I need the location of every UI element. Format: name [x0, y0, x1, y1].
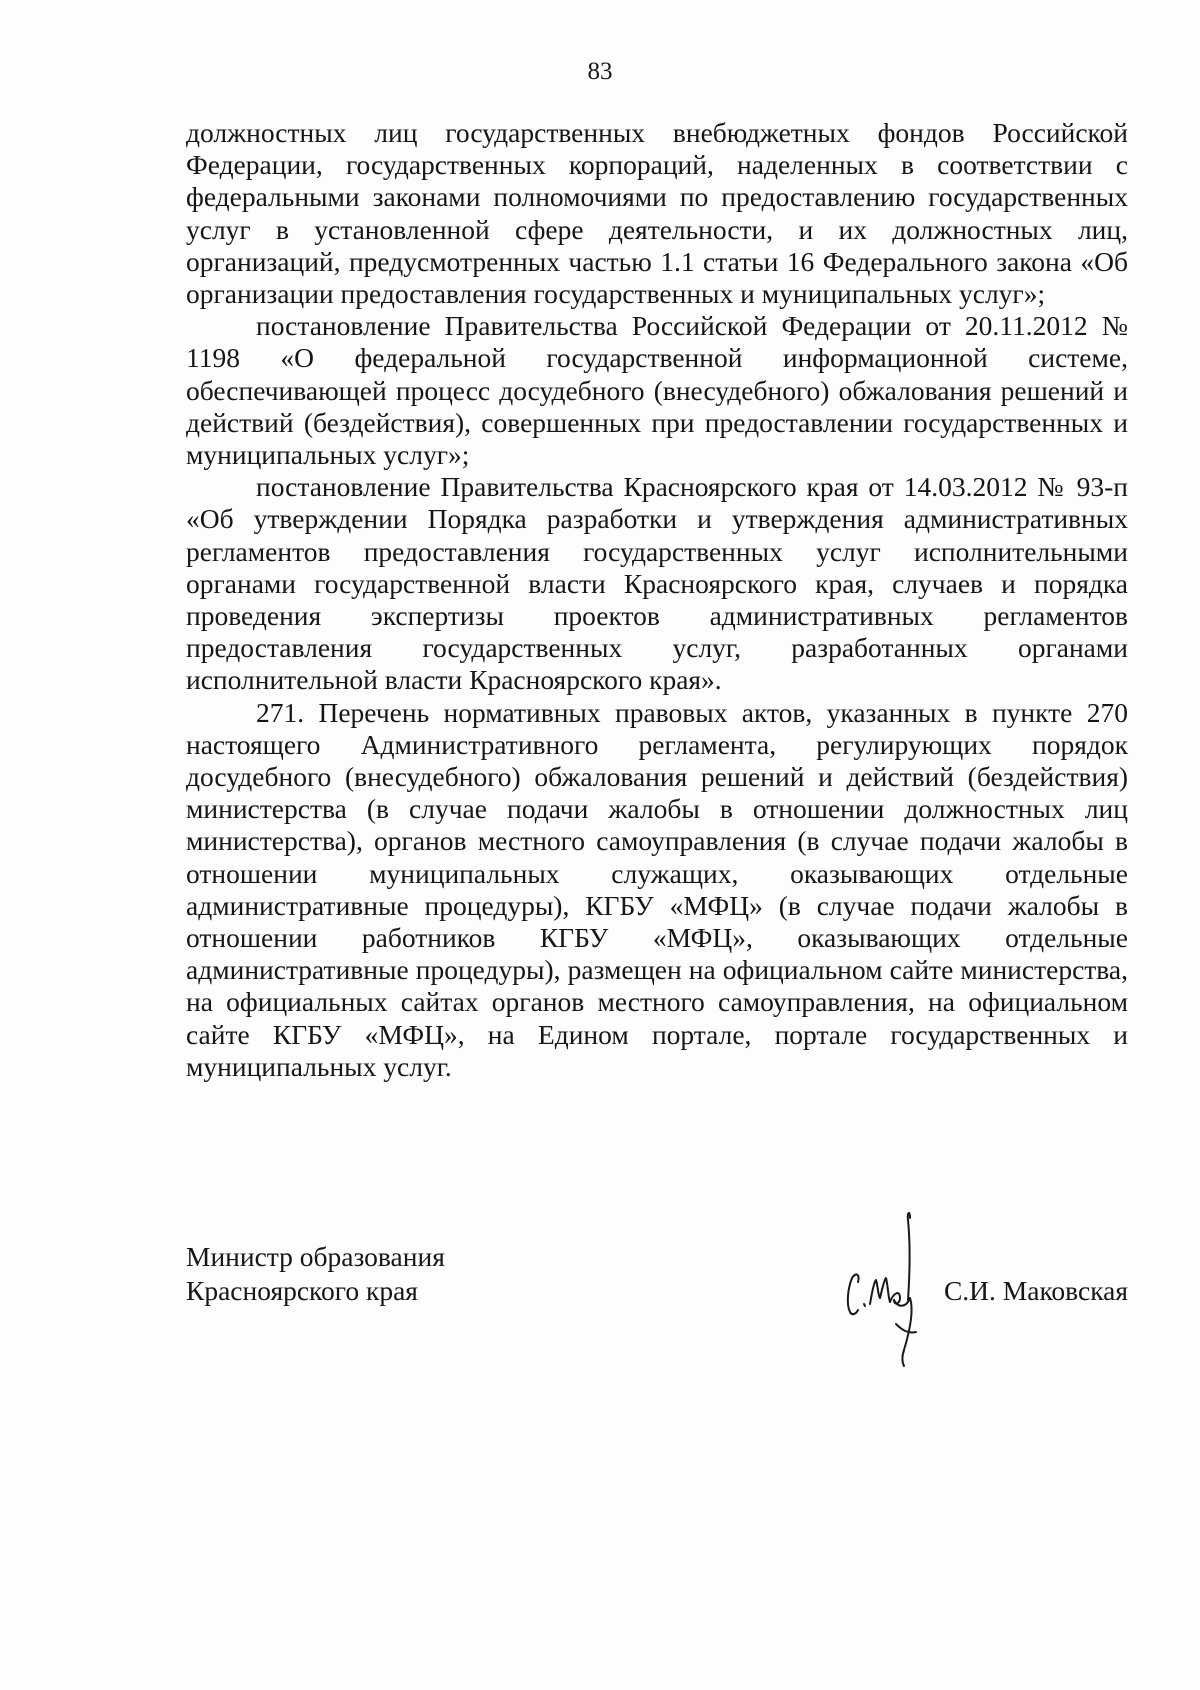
paragraph-decree-federal: постановление Правительства Российской Федерации от 20.11.2012 № 1198 «О федеральной государственной информационной системе, обеспечивающей процесс досудебного (внесудебного) обжалования решений и действий (бездействия), совершенных при предоставлении государственных и муниципальных услуг»;	[186, 310, 1128, 471]
paragraph-decree-regional: постановление Правительства Красноярского края от 14.03.2012 № 93-п «Об утверждении Порядка разработки и утверждения административных регламентов предоставления государственных услуг исполнительными органами государственной власти Красноярского края, случаев и порядка проведения экспертизы проектов административных регламентов предоставления государственных услуг, разработанных органами исполнительной власти Красноярского края».	[186, 471, 1128, 696]
page-number: 83	[587, 58, 613, 85]
signature-block	[186, 1240, 1128, 1360]
signer-title-line-2: Красноярского края	[186, 1275, 418, 1306]
signer-name: С.И. Маковская	[943, 1275, 1128, 1306]
handwritten-signature-icon	[838, 1200, 948, 1375]
paragraph-continuation: должностных лиц государственных внебюджетных фондов Российской Федерации, государственных корпораций, наделенных в соответствии с федеральными законами полномочиями по предоставлению государственных услуг в установленной сфере деятельности, и их должностных лиц, организаций, предусмотренных частью 1.1 статьи 16 Федерального закона «Об организации предоставления государственных и муниципальных услуг»;	[186, 117, 1128, 310]
document-body	[186, 117, 1128, 1083]
paragraph-clause-271: 271. Перечень нормативных правовых актов, указанных в пункте 270 настоящего Административного регламента, регулирующих порядок досудебного (внесудебного) обжалования решений и действий (бездействия) министерства (в случае подачи жалобы в отношении должностных лиц министерства), органов местного самоуправления (в случае подачи жалобы в отношении муниципальных служащих, оказывающих отдельные административные процедуры), КГБУ «МФЦ» (в случае подачи жалобы в отношении работников КГБУ «МФЦ», оказывающих отдельные административные процедуры), размещен на официальном сайте министерства, на официальных сайтах органов местного самоуправления, на официальном сайте КГБУ «МФЦ», на Едином портале, портале государственных и муниципальных услуг.	[186, 696, 1128, 1082]
signer-title	[186, 1240, 445, 1308]
signer-title-line-1: Министр образования	[186, 1241, 445, 1272]
